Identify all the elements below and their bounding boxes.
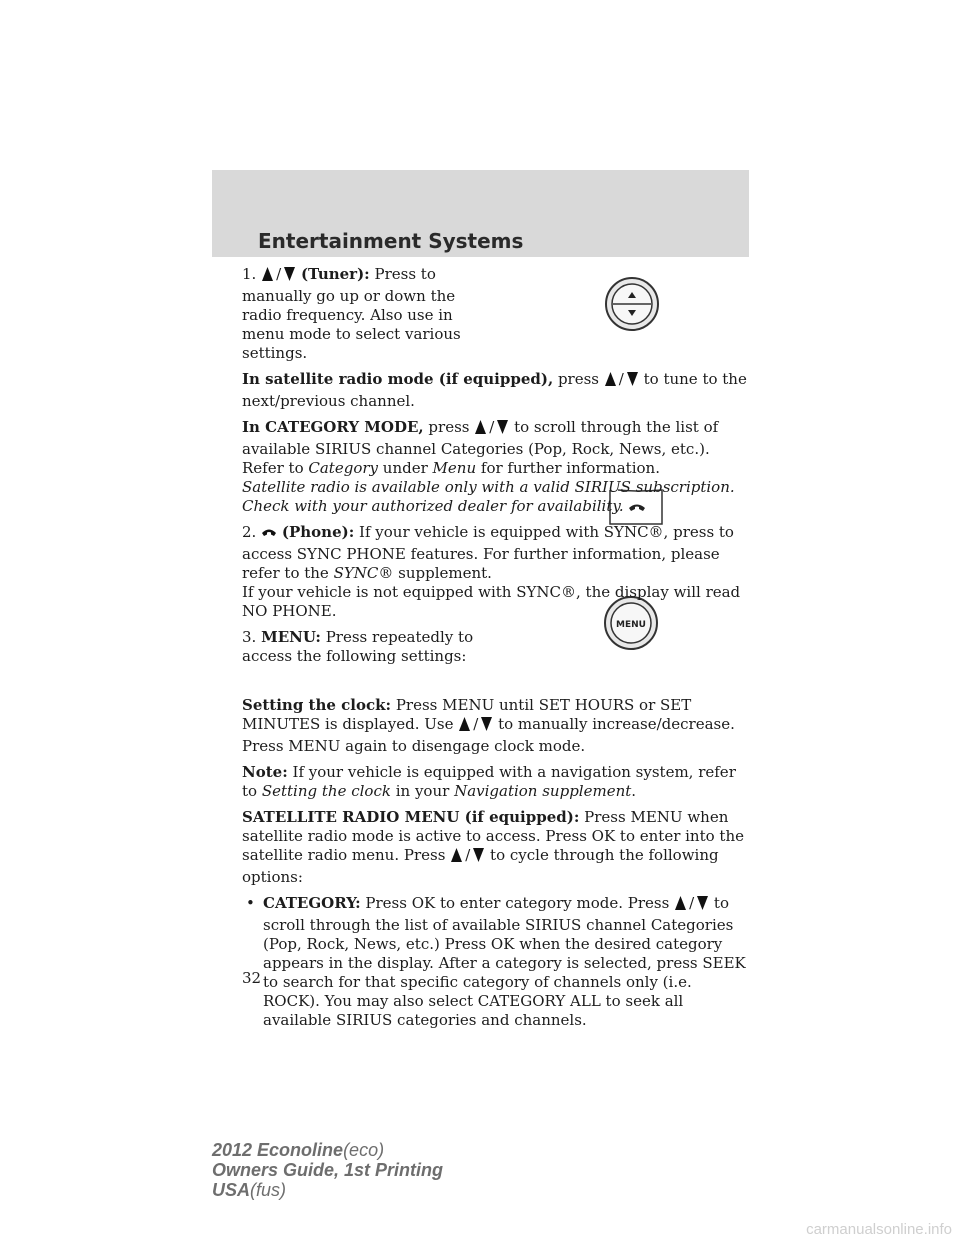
satellite-menu-paragraph: SATELLITE RADIO MENU (if equipped): Press MENU when satellite radio mode is active to access. Press OK to enter into the satellite radio menu. Press / to cycle through the following options:	[242, 808, 744, 886]
up-arrow-icon	[674, 895, 687, 916]
subscription-note: Satellite radio is available only with a valid SIRIUS subscription. Check with your authorized dealer for availability.	[242, 478, 735, 515]
note-paragraph: Note: If your vehicle is equipped with a navigation system, refer to Setting the clock in your Navigation supplement.	[242, 763, 736, 800]
watermark: carmanualsonline.info	[806, 1221, 952, 1238]
down-arrow-icon	[496, 419, 509, 440]
down-arrow-icon	[472, 847, 485, 868]
tuner-paragraph: 1. / (Tuner): Press to manually go up or down the radio frequency. Also use in menu mode to select various settings.	[242, 265, 461, 362]
menu-paragraph	[242, 628, 750, 666]
footer: 2012 Econoline(eco) Owners Guide, 1st Printing USA(fus)	[212, 1140, 444, 1200]
bullet-mark: •	[246, 894, 255, 912]
menu-button-label: MENU	[616, 620, 646, 630]
phone-intro: 2. (Phone): If your vehicle is equipped with SYNC®, press to access SYNC PHONE features. For further information, please refer to the	[242, 523, 734, 582]
section-header	[212, 170, 749, 257]
page-content	[242, 265, 750, 1037]
up-arrow-icon	[261, 266, 274, 287]
down-arrow-icon	[696, 895, 709, 916]
phone-paragraph	[242, 523, 750, 621]
section-title: Entertainment Systems	[258, 229, 524, 253]
down-arrow-icon	[283, 266, 296, 287]
down-arrow-icon	[480, 716, 493, 737]
satellite-mode-paragraph: In satellite radio mode (if equipped), press / to tune to the next/previous channel.	[242, 370, 747, 410]
up-arrow-icon	[604, 371, 617, 392]
down-arrow-icon	[626, 371, 639, 392]
phone-continuation: SYNC® supplement. If your vehicle is not equipped with SYNC®, the display will read NO PHONE.	[242, 564, 741, 620]
clock-paragraph: Setting the clock: Press MENU until SET HOURS or SET MINUTES is displayed. Use / to manually increase/decrease. Press MENU again to disengage clock mode.	[242, 696, 735, 755]
category-bullet: • CATEGORY: Press OK to enter category mode. Press / to scroll through the list of available SIRIUS channel Categories (Pop, Rock, News, etc.) Press OK when the desired category appears in the display. After a category is selected, press SEEK to search for that specific category of channels only (i.e. ROCK). You may also select CATEGORY ALL to seek all available SIRIUS categories and channels.	[246, 894, 746, 1029]
category-mode-paragraph: In CATEGORY MODE, press / to scroll through the list of available SIRIUS channel Categories (Pop, Rock, News, etc.). Refer to Category under Menu for further information. Satellite radio is available only with a valid SIRIUS subscription. Check with your authorized dealer for availability.	[242, 418, 735, 515]
up-arrow-icon	[474, 419, 487, 440]
up-arrow-icon	[450, 847, 463, 868]
up-arrow-icon	[458, 716, 471, 737]
page-number: 32	[242, 969, 262, 987]
phone-icon	[261, 526, 277, 545]
menu-intro: 3. MENU: Press repeatedly to access the following settings:	[242, 628, 474, 665]
